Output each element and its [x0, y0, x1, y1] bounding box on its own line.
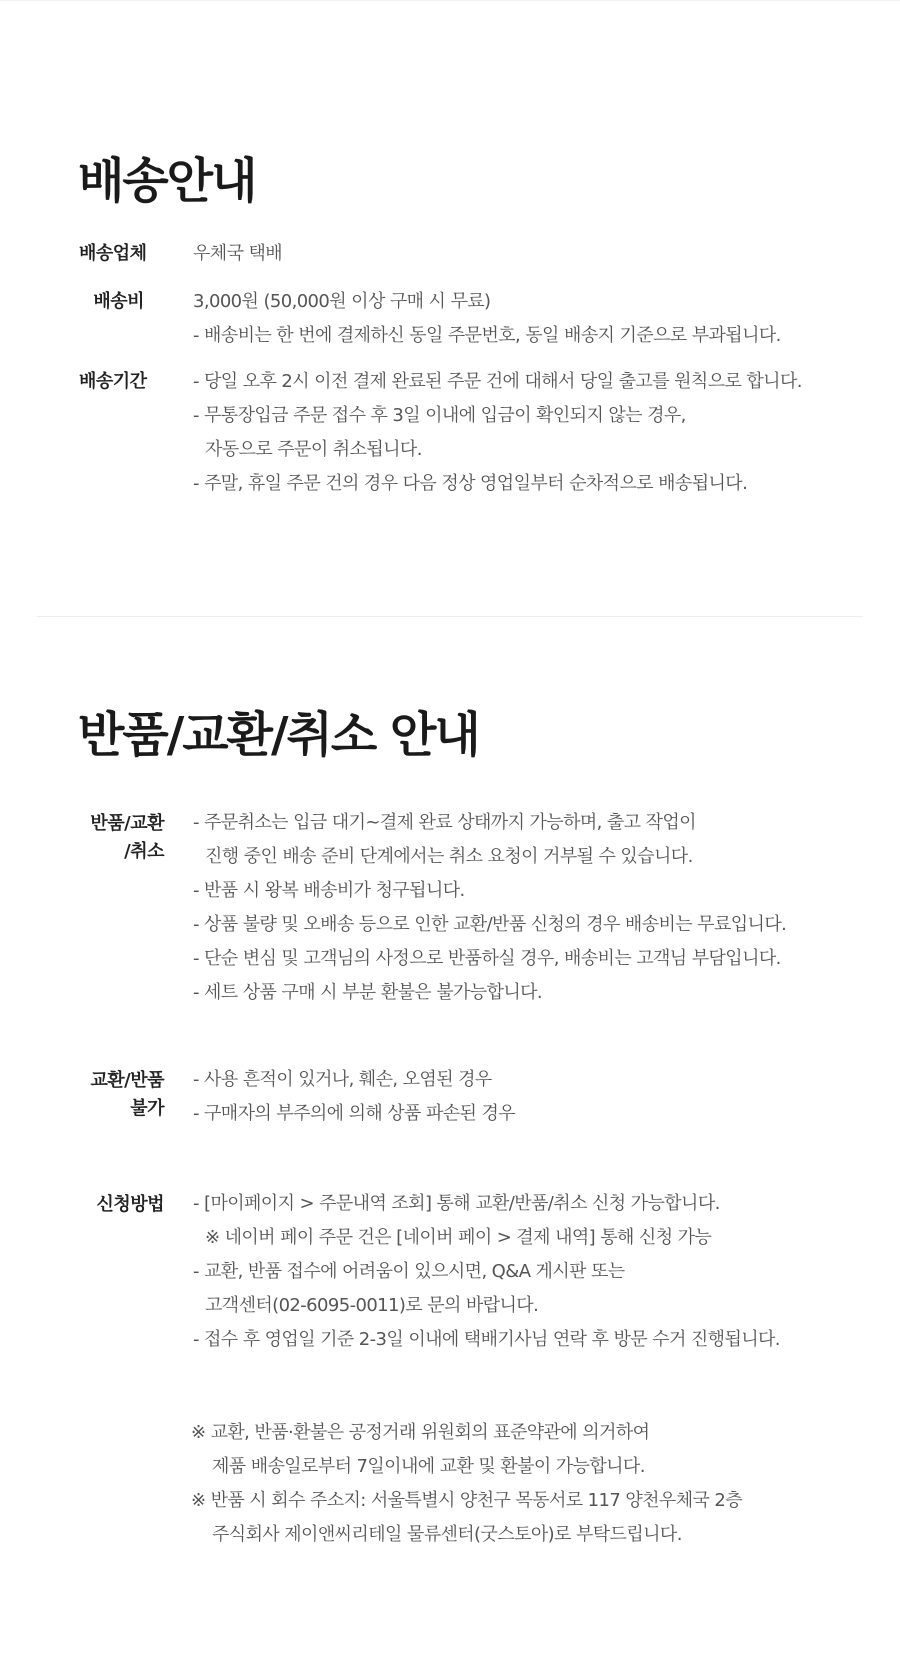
row-label [60, 1067, 164, 1123]
row-content [193, 365, 802, 501]
text-line: 우체국 택배 [193, 243, 283, 264]
text-line: 고객센터(02-6095-0011)로 문의 바랍니다. [205, 1295, 539, 1316]
note-line: ※ 반품 시 회수 주소지: 서울특별시 양천구 목동서로 117 양천우체국 2층 [191, 1490, 743, 1511]
text-line: 진행 중인 배송 준비 단계에서는 취소 요청이 거부될 수 있습니다. [205, 846, 693, 867]
row-label: 배송기간 [79, 371, 147, 392]
text-line: - 주문취소는 입금 대기~결제 완료 상태까지 가능하며, 출고 작업이 [193, 812, 696, 833]
row-label-line: /취소 [124, 841, 164, 862]
notes-content [191, 1416, 742, 1552]
text-line: - 주말, 휴일 주문 건의 경우 다음 정상 영업일부터 순차적으로 배송됩니다. [193, 473, 748, 494]
text-line: - 접수 후 영업일 기준 2-3일 이내에 택배기사님 연락 후 방문 수거 진행됩니다. [193, 1329, 780, 1350]
row-content [193, 806, 786, 1010]
note-line: 제품 배송일로부터 7일이내에 교환 및 환불이 가능합니다. [212, 1456, 645, 1477]
text-line: - 반품 시 왕복 배송비가 청구됩니다. [193, 880, 465, 901]
row-label-line: 반품/교환 [90, 813, 164, 834]
row-label-line: 교환/반품 [90, 1070, 164, 1091]
note-line: ※ 교환, 반품·환불은 공정거래 위원회의 표준약관에 의거하여 [191, 1422, 650, 1443]
row-content [193, 1063, 515, 1131]
text-line: - 교환, 반품 접수에 어려움이 있으시면, Q&A 게시판 또는 [193, 1261, 625, 1282]
text-line: - 단순 변심 및 고객님의 사정으로 반품하실 경우, 배송비는 고객님 부담입니다. [193, 948, 781, 969]
shipping-title: 배송안내 [78, 153, 256, 209]
row-label: 배송비 [93, 291, 144, 312]
text-line: - 사용 흔적이 있거나, 훼손, 오염된 경우 [193, 1069, 492, 1090]
text-line: - [마이페이지 > 주문내역 조회] 통해 교환/반품/취소 신청 가능합니다. [193, 1193, 720, 1214]
row-label-line: 불가 [130, 1098, 164, 1119]
text-line: - 구매자의 부주의에 의해 상품 파손된 경우 [193, 1103, 516, 1124]
text-line: ※ 네이버 페이 주문 건은 [네이버 페이 > 결제 내역] 통해 신청 가능 [205, 1227, 712, 1248]
text-line: - 배송비는 한 번에 결제하신 동일 주문번호, 동일 배송지 기준으로 부과됩니다. [193, 325, 781, 346]
row-content [193, 237, 282, 271]
text-line: 자동으로 주문이 취소됩니다. [205, 439, 422, 460]
row-label [60, 810, 164, 866]
top-divider [0, 0, 900, 1]
text-line: - 무통장입금 주문 접수 후 3일 이내에 입금이 확인되지 않는 경우, [193, 405, 686, 426]
text-line: - 상품 불량 및 오배송 등으로 인한 교환/반품 신청의 경우 배송비는 무료입니다. [193, 914, 787, 935]
note-line: 주식회사 제이앤씨리테일 물류센터(굿스토아)로 부탁드립니다. [212, 1524, 682, 1545]
row-content [193, 285, 781, 353]
row-content [193, 1187, 780, 1357]
text-line: 3,000원 (50,000원 이상 구매 시 무료) [193, 291, 491, 312]
row-label: 신청방법 [96, 1194, 164, 1215]
returns-title: 반품/교환/취소 안내 [78, 707, 479, 763]
row-label: 배송업체 [79, 243, 147, 264]
text-line: - 세트 상품 구매 시 부분 환불은 불가능합니다. [193, 982, 543, 1003]
text-line: - 당일 오후 2시 이전 결제 완료된 주문 건에 대해서 당일 출고를 원칙으로 합니다. [193, 371, 802, 392]
section-divider [37, 616, 863, 617]
